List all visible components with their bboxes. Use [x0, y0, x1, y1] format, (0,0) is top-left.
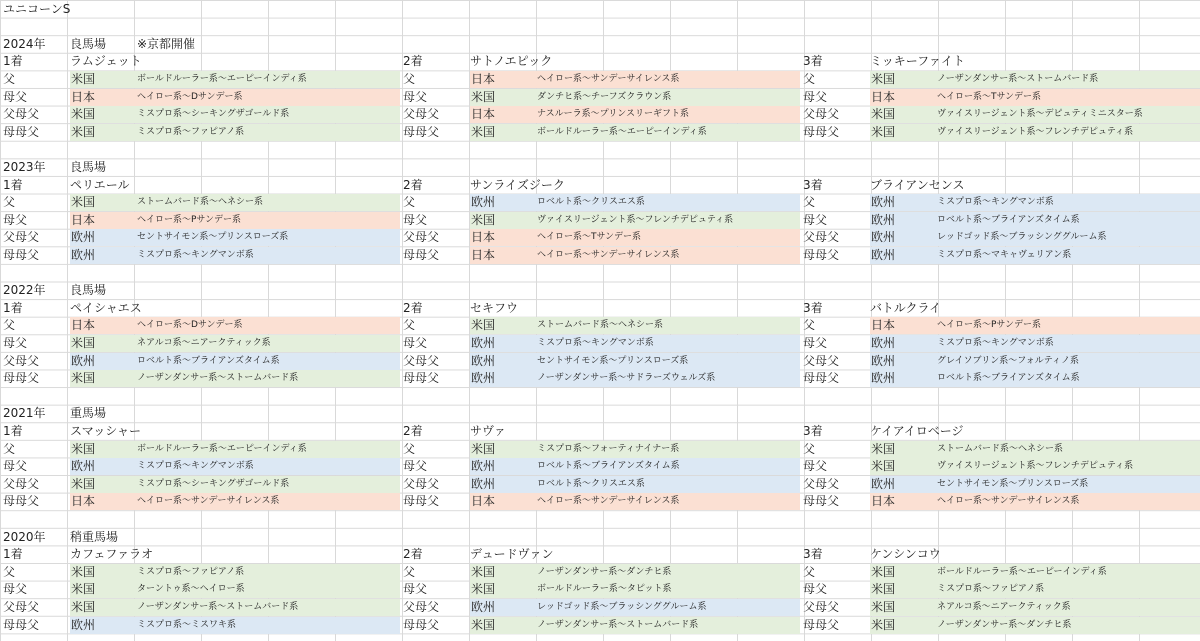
pedigree-label-cell[interactable]: 母母父	[403, 371, 440, 386]
sire-line-cell[interactable]: ミスプロ系～キングマンボ系	[937, 197, 1054, 208]
horse-name-cell[interactable]: ペイシャエス	[70, 300, 142, 315]
sire-line-cell[interactable]: レッドゴッド系～ブラッシンググルーム系	[537, 601, 707, 612]
pedigree-label-cell[interactable]: 父母父	[3, 599, 40, 614]
region-cell[interactable]: 欧州	[471, 335, 496, 350]
region-cell[interactable]: 日本	[471, 230, 496, 245]
region-cell[interactable]: 欧州	[71, 459, 96, 474]
sire-line-cell[interactable]: ミスプロ系～シーキングザゴールド系	[137, 109, 290, 120]
pedigree-label-cell[interactable]: 父	[3, 71, 16, 86]
sire-line-cell[interactable]: ヘイロー系～サンデーサイレンス系	[537, 249, 680, 260]
track-condition-cell[interactable]: 良馬場	[70, 159, 107, 174]
pedigree-label-cell[interactable]: 母父	[3, 459, 28, 474]
sire-line-cell[interactable]: ターントゥ系～ヘイロー系	[137, 584, 245, 595]
sire-line-cell[interactable]: ナスルーラ系～プリンスリーギフト系	[537, 109, 690, 120]
region-cell[interactable]: 米国	[871, 107, 896, 122]
sire-line-cell[interactable]: ノーザンダンサー系～ストームバード系	[137, 601, 299, 612]
horse-name-cell[interactable]: ラムジェット	[70, 54, 142, 69]
horse-name-cell[interactable]: サヴァ	[470, 423, 506, 438]
region-cell[interactable]: 米国	[71, 564, 96, 579]
sire-line-cell[interactable]: ダンチヒ系～チーフズクラウン系	[537, 91, 672, 102]
sire-line-cell[interactable]: ヘイロー系～Tサンデー系	[537, 232, 642, 243]
sire-line-cell[interactable]: ミスプロ系～ファピアノ系	[937, 584, 1045, 595]
region-cell[interactable]: 欧州	[471, 195, 496, 210]
region-cell[interactable]: 欧州	[871, 335, 896, 350]
region-cell[interactable]: 米国	[871, 71, 896, 86]
pedigree-label-cell[interactable]: 父	[3, 441, 16, 456]
sire-line-cell[interactable]: ロベルト系～ブライアンズタイム系	[537, 461, 680, 472]
sire-line-cell[interactable]: ストームバード系～ヘネシー系	[537, 320, 664, 331]
region-cell[interactable]: 米国	[871, 599, 896, 614]
sire-line-cell[interactable]: ヴァイスリージェント系～フレンチデピュティ系	[537, 214, 734, 225]
sire-line-cell[interactable]: レッドゴッド系～ブラッシンググルーム系	[937, 232, 1107, 243]
sire-line-cell[interactable]: ヘイロー系～サンデーサイレンス系	[537, 73, 680, 84]
pedigree-label-cell[interactable]: 父母父	[803, 476, 840, 491]
pedigree-label-cell[interactable]: 父母父	[403, 107, 440, 122]
sire-line-cell[interactable]: ミスプロ系～キングマンボ系	[937, 337, 1054, 348]
region-cell[interactable]: 米国	[471, 617, 496, 632]
region-cell[interactable]: 欧州	[471, 371, 496, 386]
sire-line-cell[interactable]: ミスプロ系～ファピアノ系	[137, 566, 245, 577]
region-cell[interactable]: 米国	[471, 89, 496, 104]
pedigree-label-cell[interactable]: 父	[803, 441, 816, 456]
pedigree-label-cell[interactable]: 母父	[803, 335, 828, 350]
sire-line-cell[interactable]: ストームバード系～ヘネシー系	[937, 443, 1064, 454]
sire-line-cell[interactable]: ロベルト系～クリスエス系	[537, 478, 645, 489]
sire-line-cell[interactable]: ノーザンダンサー系～ダンチヒ系	[937, 619, 1072, 630]
region-cell[interactable]: 欧州	[871, 247, 896, 262]
region-cell[interactable]: 欧州	[471, 353, 496, 368]
region-cell[interactable]: 日本	[71, 212, 96, 227]
pedigree-label-cell[interactable]: 父母父	[3, 107, 40, 122]
sire-line-cell[interactable]: ノーザンダンサー系～サドラーズウェルズ系	[537, 373, 716, 384]
place-cell[interactable]: 2着	[403, 423, 423, 438]
sire-line-cell[interactable]: グレイソブリン系～フォルティノ系	[937, 355, 1080, 366]
horse-name-cell[interactable]: サトノエピック	[470, 54, 553, 69]
pedigree-label-cell[interactable]: 母父	[403, 89, 428, 104]
pedigree-label-cell[interactable]: 母父	[3, 89, 28, 104]
pedigree-label-cell[interactable]: 父母父	[403, 599, 440, 614]
pedigree-label-cell[interactable]: 父母父	[3, 353, 40, 368]
pedigree-label-cell[interactable]: 母母父	[403, 617, 440, 632]
sire-line-cell[interactable]: ヘイロー系～Dサンデー系	[137, 320, 243, 331]
pedigree-label-cell[interactable]: 父	[403, 564, 416, 579]
pedigree-label-cell[interactable]: 父	[803, 195, 816, 210]
pedigree-label-cell[interactable]: 父母父	[403, 476, 440, 491]
sire-line-cell[interactable]: ロベルト系～クリスエス系	[537, 197, 645, 208]
sire-line-cell[interactable]: ミスプロ系～シーキングザゴールド系	[137, 478, 290, 489]
pedigree-label-cell[interactable]: 母母父	[803, 247, 840, 262]
region-cell[interactable]: 欧州	[71, 617, 96, 632]
pedigree-label-cell[interactable]: 父	[803, 564, 816, 579]
region-cell[interactable]: 欧州	[871, 212, 896, 227]
horse-name-cell[interactable]: カフェファラオ	[70, 547, 154, 562]
region-cell[interactable]: 欧州	[871, 195, 896, 210]
pedigree-label-cell[interactable]: 父	[3, 318, 16, 333]
region-cell[interactable]: 欧州	[71, 230, 96, 245]
place-cell[interactable]: 1着	[3, 54, 23, 69]
sire-line-cell[interactable]: ノーザンダンサー系～ストームバード系	[137, 373, 299, 384]
place-cell[interactable]: 1着	[3, 547, 23, 562]
sheet-title[interactable]: ユニコーンS	[3, 2, 71, 16]
sire-line-cell[interactable]: ボールドルーラー系～エーピーインディ系	[937, 566, 1107, 577]
note-cell[interactable]: ※京都開催	[137, 36, 196, 51]
sire-line-cell[interactable]: ヴァイスリージェント系～フレンチデピュティ系	[937, 461, 1134, 472]
region-cell[interactable]: 欧州	[871, 230, 896, 245]
region-cell[interactable]: 日本	[471, 107, 496, 122]
sire-line-cell[interactable]: ミスプロ系～マキャヴェリアン系	[937, 249, 1072, 260]
sire-line-cell[interactable]: ミスプロ系～ファピアノ系	[137, 126, 245, 137]
region-cell[interactable]: 米国	[471, 582, 496, 597]
sire-line-cell[interactable]: ヘイロー系～Pサンデー系	[937, 320, 1041, 331]
horse-name-cell[interactable]: セキフウ	[470, 300, 519, 315]
year-cell[interactable]: 2024年	[3, 36, 46, 51]
horse-name-cell[interactable]: ブライアンセンス	[870, 177, 965, 192]
region-cell[interactable]: 欧州	[871, 476, 896, 491]
region-cell[interactable]: 米国	[871, 617, 896, 632]
pedigree-label-cell[interactable]: 母母父	[3, 494, 40, 509]
pedigree-label-cell[interactable]: 父母父	[3, 230, 40, 245]
pedigree-label-cell[interactable]: 母父	[403, 459, 428, 474]
region-cell[interactable]: 米国	[71, 371, 96, 386]
pedigree-label-cell[interactable]: 父母父	[803, 107, 840, 122]
sire-line-cell[interactable]: ストームバード系～ヘネシー系	[137, 197, 264, 208]
region-cell[interactable]: 欧州	[871, 353, 896, 368]
region-cell[interactable]: 米国	[871, 564, 896, 579]
pedigree-label-cell[interactable]: 父	[803, 71, 816, 86]
horse-name-cell[interactable]: サンライズジーク	[470, 177, 565, 192]
region-cell[interactable]: 米国	[471, 441, 496, 456]
sire-line-cell[interactable]: ヘイロー系～サンデーサイレンス系	[137, 496, 280, 507]
region-cell[interactable]: 日本	[471, 247, 496, 262]
track-condition-cell[interactable]: 良馬場	[70, 283, 107, 298]
region-cell[interactable]: 米国	[871, 441, 896, 456]
pedigree-label-cell[interactable]: 父母父	[3, 476, 40, 491]
pedigree-label-cell[interactable]: 母母父	[803, 617, 840, 632]
sire-line-cell[interactable]: ネアルコ系～ニアークティック系	[137, 337, 271, 348]
sire-line-cell[interactable]: セントサイモン系～プリンスローズ系	[137, 232, 289, 243]
sire-line-cell[interactable]: ボールドルーラー系～エーピーインディ系	[137, 443, 307, 454]
region-cell[interactable]: 米国	[71, 71, 96, 86]
sire-line-cell[interactable]: ボールドルーラー系～エーピーインディ系	[537, 126, 707, 137]
region-cell[interactable]: 米国	[871, 459, 896, 474]
region-cell[interactable]: 欧州	[71, 247, 96, 262]
pedigree-label-cell[interactable]: 父母父	[403, 230, 440, 245]
pedigree-label-cell[interactable]: 母母父	[3, 124, 40, 139]
pedigree-label-cell[interactable]: 父母父	[403, 353, 440, 368]
pedigree-label-cell[interactable]: 母父	[3, 335, 28, 350]
sire-line-cell[interactable]: セントサイモン系～プリンスローズ系	[537, 355, 689, 366]
sire-line-cell[interactable]: ノーザンダンサー系～ストームバード系	[537, 619, 699, 630]
region-cell[interactable]: 欧州	[471, 599, 496, 614]
place-cell[interactable]: 2着	[403, 177, 423, 192]
pedigree-label-cell[interactable]: 母父	[803, 582, 828, 597]
region-cell[interactable]: 米国	[71, 195, 96, 210]
region-cell[interactable]: 米国	[71, 107, 96, 122]
region-cell[interactable]: 欧州	[471, 476, 496, 491]
pedigree-label-cell[interactable]: 父母父	[803, 599, 840, 614]
region-cell[interactable]: 米国	[471, 212, 496, 227]
region-cell[interactable]: 日本	[71, 318, 96, 333]
pedigree-label-cell[interactable]: 父	[3, 195, 16, 210]
pedigree-label-cell[interactable]: 母母父	[803, 494, 840, 509]
pedigree-label-cell[interactable]: 母母父	[403, 494, 440, 509]
region-cell[interactable]: 米国	[871, 124, 896, 139]
pedigree-label-cell[interactable]: 母父	[403, 582, 428, 597]
place-cell[interactable]: 3着	[803, 300, 823, 315]
region-cell[interactable]: 米国	[871, 582, 896, 597]
sire-line-cell[interactable]: ヘイロー系～Tサンデー系	[937, 91, 1042, 102]
sire-line-cell[interactable]: ミスプロ系～フォーティナイナー系	[537, 443, 680, 454]
region-cell[interactable]: 米国	[471, 124, 496, 139]
track-condition-cell[interactable]: 良馬場	[70, 36, 107, 51]
place-cell[interactable]: 2着	[403, 300, 423, 315]
place-cell[interactable]: 3着	[803, 547, 823, 562]
pedigree-label-cell[interactable]: 母母父	[3, 371, 40, 386]
place-cell[interactable]: 2着	[403, 54, 423, 69]
sire-line-cell[interactable]: ミスプロ系～キングマンボ系	[137, 461, 254, 472]
region-cell[interactable]: 米国	[471, 318, 496, 333]
year-cell[interactable]: 2023年	[3, 159, 46, 174]
place-cell[interactable]: 1着	[3, 300, 23, 315]
track-condition-cell[interactable]: 重馬場	[70, 406, 107, 421]
region-cell[interactable]: 日本	[71, 494, 96, 509]
place-cell[interactable]: 1着	[3, 423, 23, 438]
pedigree-label-cell[interactable]: 母母父	[403, 247, 440, 262]
sire-line-cell[interactable]: ヘイロー系～サンデーサイレンス系	[537, 496, 680, 507]
region-cell[interactable]: 日本	[871, 89, 896, 104]
horse-name-cell[interactable]: ケイアイロベージ	[870, 423, 964, 438]
place-cell[interactable]: 2着	[403, 547, 423, 562]
horse-name-cell[interactable]: ミッキーファイト	[870, 54, 965, 69]
region-cell[interactable]: 日本	[871, 494, 896, 509]
region-cell[interactable]: 日本	[871, 318, 896, 333]
pedigree-label-cell[interactable]: 母母父	[403, 124, 440, 139]
region-cell[interactable]: 日本	[471, 494, 496, 509]
sire-line-cell[interactable]: ヘイロー系～Pサンデー系	[137, 214, 241, 225]
region-cell[interactable]: 米国	[71, 476, 96, 491]
sire-line-cell[interactable]: ロベルト系～ブライアンズタイム系	[937, 214, 1080, 225]
pedigree-label-cell[interactable]: 母父	[803, 89, 828, 104]
sire-line-cell[interactable]: ロベルト系～ブライアンズタイム系	[137, 355, 280, 366]
pedigree-label-cell[interactable]: 父	[403, 441, 416, 456]
track-condition-cell[interactable]: 稍重馬場	[70, 529, 119, 544]
region-cell[interactable]: 米国	[71, 599, 96, 614]
pedigree-label-cell[interactable]: 父	[803, 318, 816, 333]
pedigree-label-cell[interactable]: 母母父	[803, 124, 840, 139]
pedigree-label-cell[interactable]: 父	[3, 564, 16, 579]
pedigree-label-cell[interactable]: 母父	[3, 582, 28, 597]
sire-line-cell[interactable]: ヘイロー系～Dサンデー系	[137, 91, 243, 102]
pedigree-label-cell[interactable]: 父母父	[803, 353, 840, 368]
year-cell[interactable]: 2022年	[3, 283, 46, 298]
pedigree-label-cell[interactable]: 母父	[803, 212, 828, 227]
sire-line-cell[interactable]: ボールドルーラー系～エーピーインディ系	[137, 73, 307, 84]
pedigree-label-cell[interactable]: 母父	[803, 459, 828, 474]
pedigree-label-cell[interactable]: 母父	[3, 212, 28, 227]
pedigree-label-cell[interactable]: 父母父	[803, 230, 840, 245]
region-cell[interactable]: 日本	[471, 71, 496, 86]
region-cell[interactable]: 米国	[71, 441, 96, 456]
pedigree-label-cell[interactable]: 母父	[403, 212, 428, 227]
horse-name-cell[interactable]: デュードヴァン	[470, 547, 554, 562]
region-cell[interactable]: 欧州	[71, 353, 96, 368]
horse-name-cell[interactable]: ペリエール	[70, 177, 130, 192]
sire-line-cell[interactable]: ミスプロ系～ミスワキ系	[137, 619, 237, 630]
region-cell[interactable]: 欧州	[471, 459, 496, 474]
pedigree-label-cell[interactable]: 母母父	[803, 371, 840, 386]
place-cell[interactable]: 3着	[803, 423, 823, 438]
sire-line-cell[interactable]: ヘイロー系～サンデーサイレンス系	[937, 496, 1080, 507]
pedigree-label-cell[interactable]: 父	[403, 71, 416, 86]
horse-name-cell[interactable]: ケンシンコウ	[870, 547, 941, 562]
sire-line-cell[interactable]: セントサイモン系～プリンスローズ系	[937, 478, 1089, 489]
region-cell[interactable]: 米国	[71, 124, 96, 139]
place-cell[interactable]: 3着	[803, 54, 823, 69]
pedigree-label-cell[interactable]: 父	[403, 318, 416, 333]
pedigree-label-cell[interactable]: 母母父	[3, 617, 40, 632]
sire-line-cell[interactable]: ネアルコ系～ニアークティック系	[937, 601, 1071, 612]
region-cell[interactable]: 米国	[71, 582, 96, 597]
horse-name-cell[interactable]: スマッシャー	[70, 423, 142, 438]
pedigree-label-cell[interactable]: 母母父	[3, 247, 40, 262]
region-cell[interactable]: 米国	[471, 564, 496, 579]
sire-line-cell[interactable]: ノーザンダンサー系～ダンチヒ系	[537, 566, 672, 577]
place-cell[interactable]: 3着	[803, 177, 823, 192]
sire-line-cell[interactable]: ロベルト系～ブライアンズタイム系	[937, 373, 1080, 384]
sire-line-cell[interactable]: ヴァイスリージェント系～デピュティミニスター系	[937, 109, 1143, 120]
sire-line-cell[interactable]: ヴァイスリージェント系～フレンチデピュティ系	[937, 126, 1134, 137]
place-cell[interactable]: 1着	[3, 177, 23, 192]
pedigree-label-cell[interactable]: 父	[403, 195, 416, 210]
pedigree-label-cell[interactable]: 母父	[403, 335, 428, 350]
sire-line-cell[interactable]: ボールドルーラー系～タピット系	[537, 584, 672, 595]
horse-name-cell[interactable]: バトルクライ	[870, 300, 942, 315]
sire-line-cell[interactable]: ミスプロ系～キングマンボ系	[137, 249, 254, 260]
sire-line-cell[interactable]: ノーザンダンサー系～ストームバード系	[937, 73, 1099, 84]
region-cell[interactable]: 欧州	[871, 371, 896, 386]
region-cell[interactable]: 米国	[71, 335, 96, 350]
sire-line-cell[interactable]: ミスプロ系～キングマンボ系	[537, 337, 654, 348]
region-cell[interactable]: 日本	[71, 89, 96, 104]
year-cell[interactable]: 2021年	[3, 406, 46, 421]
year-cell[interactable]: 2020年	[3, 529, 46, 544]
